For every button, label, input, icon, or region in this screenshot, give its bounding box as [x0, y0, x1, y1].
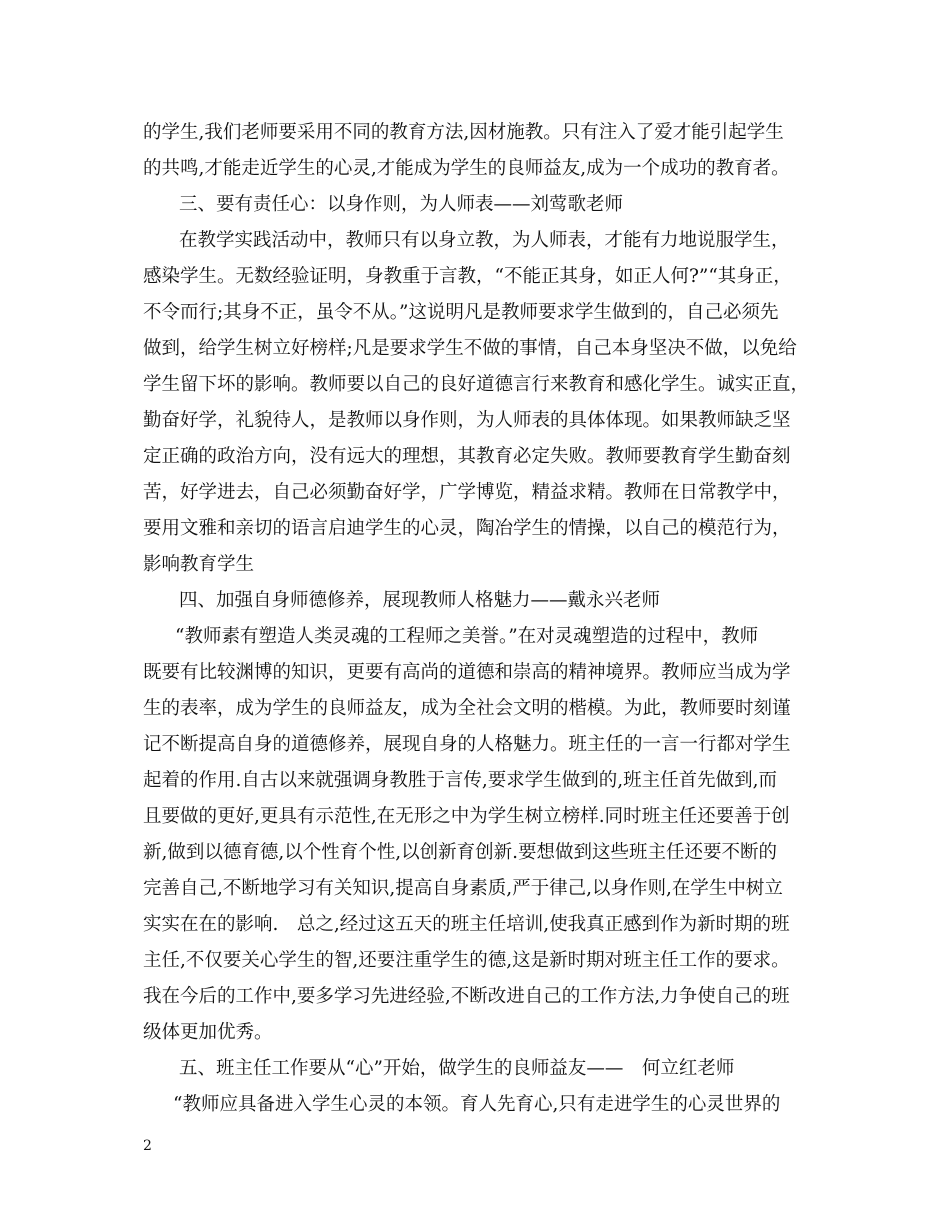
text-line: 生的表率，成为学生的良师益友，成为全社会文明的楷模。为此，教师要时刻谨 — [143, 698, 791, 719]
text-line: 我在今后的工作中,要多学习先进经验,不断改进自己的工作方法,力争使自己的班 — [143, 986, 790, 1007]
text-line: 级体更加优秀。 — [143, 1022, 273, 1043]
text-line: 学生留下坏的影响。教师要以自己的良好道德言行来教育和感化学生。诚实正直， — [143, 374, 810, 395]
text-line: 起着的作用.自古以来就强调身教胜于言传,要求学生做到的,班主任首先做到,而 — [143, 770, 778, 791]
section-heading: 五、班主任工作要从“心”开始，做学生的良师益友—— 何立红老师 — [179, 1058, 735, 1079]
document-body — [143, 115, 813, 1123]
text-line: 要用文雅和亲切的语言启迪学生的心灵，陶冶学生的情操，以自己的模范行为， — [143, 518, 791, 539]
text-line: 在教学实践活动中，教师只有以身立教，为人师表，才能有力地说服学生， — [179, 230, 790, 251]
text-line: 的学生,我们老师要采用不同的教育方法,因材施教。只有注入了爱才能引起学生 — [143, 122, 784, 143]
text-line: 新,做到以德育德,以个性育个性,以创新育创新.要想做到这些班主任还要不断的 — [143, 842, 778, 863]
page-number: 2 — [143, 1138, 152, 1154]
text-line: 做到，给学生树立好榜样;凡是要求学生不做的事情，自己本身坚决不做，以免给 — [143, 338, 797, 359]
text-line: “教师素有塑造人类灵魂的工程师之美誉。”在对灵魂塑造的过程中，教师 — [175, 626, 759, 647]
text-line: 勤奋好学，礼貌待人，是教师以身作则，为人师表的具体体现。如果教师缺乏坚 — [143, 410, 791, 431]
text-line: “教师应具备进入学生心灵的本领。育人先育心,只有走进学生的心灵世界的 — [173, 1094, 781, 1115]
text-line: 既要有比较渊博的知识，更要有高尚的道德和崇高的精神境界。教师应当成为学 — [143, 662, 791, 683]
text-line: 主任,不仅要关心学生的智,还要注重学生的德,这是新时期对班主任工作的要求。 — [143, 950, 790, 971]
text-line: 实实在在的影响. 总之,经过这五天的班主任培训,使我真正感到作为新时期的班 — [143, 914, 790, 935]
text-line: 记不断提高自身的道德修养，展现自身的人格魅力。班主任的一言一行都对学生 — [143, 734, 791, 755]
text-line: 感染学生。无数经验证明，身教重于言教，“不能正其身，如正人何?”“其身正， — [143, 266, 792, 287]
text-line: 且要做的更好,更具有示范性,在无形之中为学生树立榜样.同时班主任还要善于创 — [143, 806, 790, 827]
text-line: 定正确的政治方向，没有远大的理想，其教育必定失败。教师要教育学生勤奋刻 — [143, 446, 791, 467]
text-line: 完善自己,不断地学习有关知识,提高自身素质,严于律己,以身作则,在学生中树立 — [143, 878, 783, 899]
text-line: 影响教育学生 — [143, 554, 255, 575]
text-line: 的共鸣,才能走近学生的心灵,才能成为学生的良师益友,成为一个成功的教育者。 — [143, 158, 790, 179]
text-line: 苦，好学进去，自己必须勤奋好学，广学博览，精益求精。教师在日常教学中， — [143, 482, 791, 503]
text-line: 不令而行;其身不正，虽令不从。”这说明凡是教师要求学生做到的，自己必须先 — [143, 302, 779, 323]
section-heading: 四、加强自身师德修养，展现教师人格魅力——戴永兴老师 — [179, 590, 661, 611]
section-heading: 三、要有责任心：以身作则，为人师表——刘莺歌老师 — [179, 194, 624, 215]
